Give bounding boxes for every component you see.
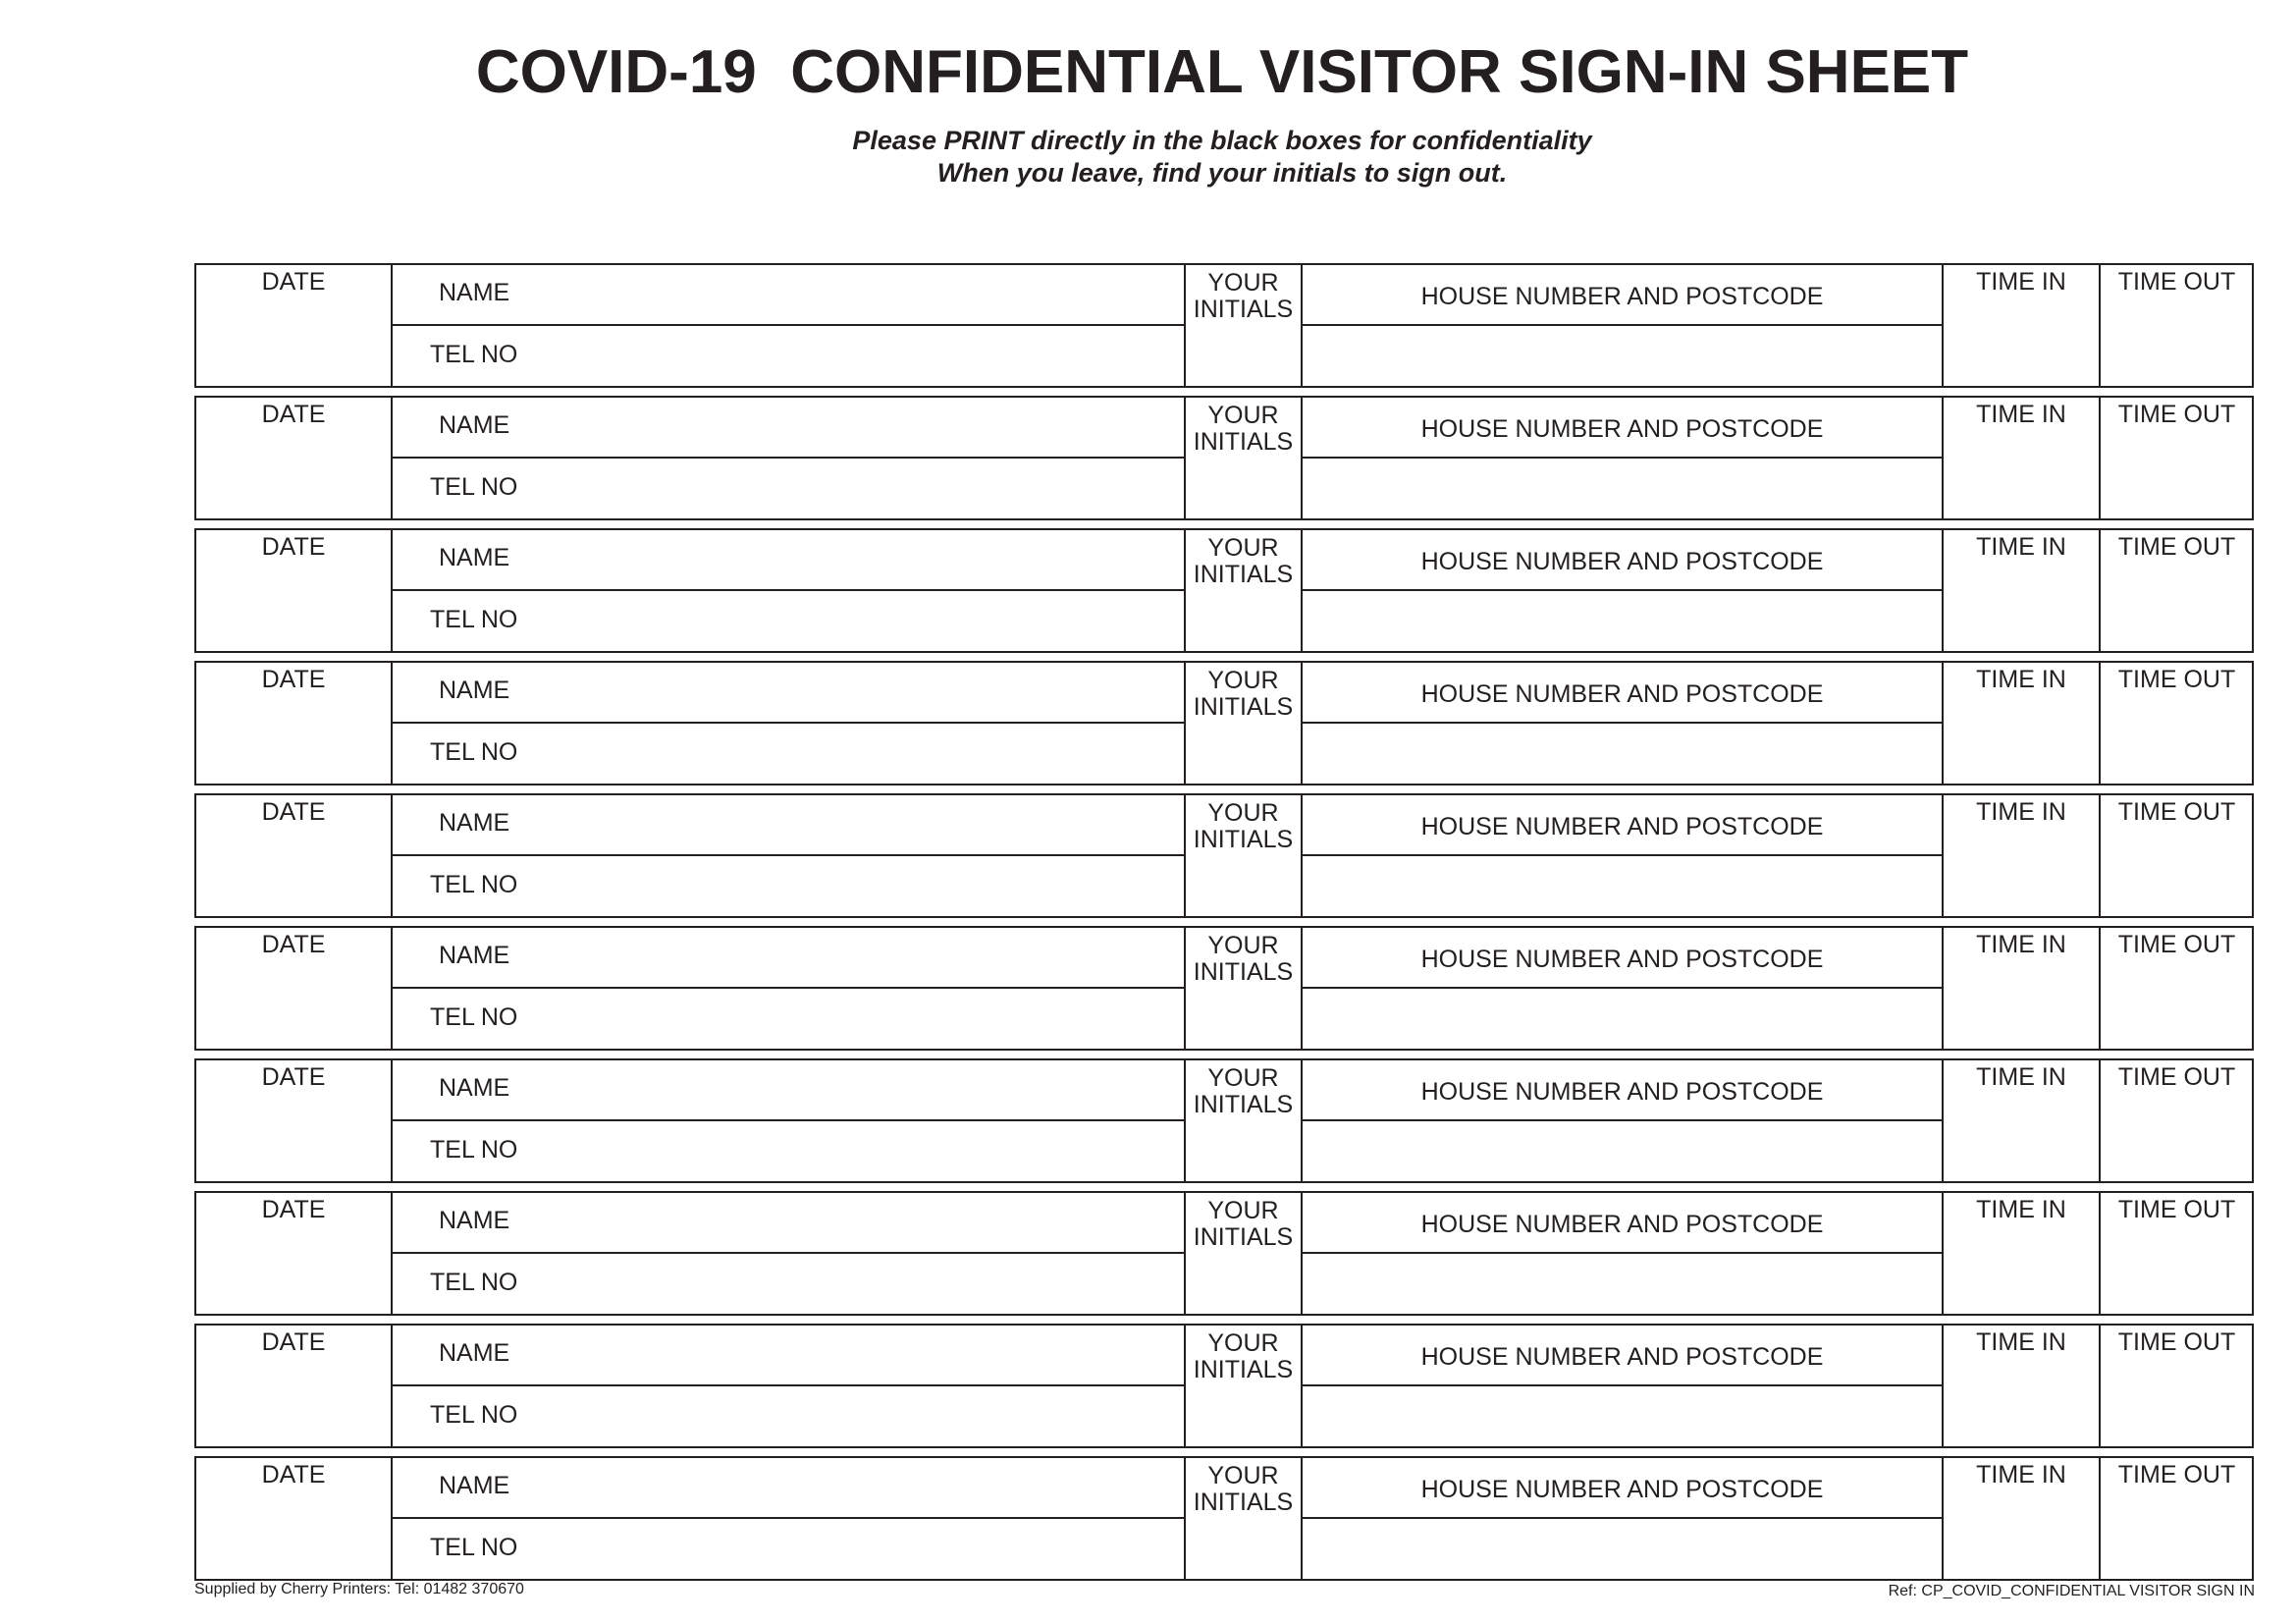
time-out-cell[interactable] (2101, 663, 2253, 784)
address-label-box (1303, 795, 1942, 856)
name-tel-cell (393, 398, 1186, 518)
initials-label (1186, 1198, 1301, 1251)
address-label-box (1303, 1060, 1942, 1121)
initials-label (1186, 933, 1301, 986)
initials-label (1186, 800, 1301, 853)
sign-in-row (194, 926, 2254, 1051)
time-out-label: TIME OUT (2117, 666, 2236, 693)
initials-label-line-1: YOUR (1207, 1462, 1279, 1489)
address-cell (1303, 928, 1944, 1049)
date-label: DATE (261, 268, 326, 296)
supplier-note: Supplied by Cherry Printers: Tel: 01482 370670 (194, 1581, 524, 1597)
date-label: DATE (261, 798, 326, 826)
address-label: HOUSE NUMBER AND POSTCODE (1420, 680, 1824, 708)
time-out-cell[interactable] (2101, 1458, 2253, 1579)
time-in-cell[interactable] (1944, 530, 2101, 651)
initials-label (1186, 535, 1301, 588)
name-field[interactable] (393, 1458, 1184, 1519)
address-label-box (1303, 663, 1942, 724)
sign-in-row (194, 396, 2254, 520)
date-cell[interactable] (196, 1458, 393, 1579)
tel-label: TEL NO (430, 1534, 518, 1561)
name-label: NAME (439, 279, 510, 306)
address-cell (1303, 265, 1944, 386)
address-label-box (1303, 1326, 1942, 1386)
time-in-cell[interactable] (1944, 1326, 2101, 1446)
initials-label-line-2: INITIALS (1193, 296, 1294, 323)
initials-label-line-2: INITIALS (1193, 561, 1294, 588)
name-tel-cell (393, 795, 1186, 916)
address-cell (1303, 1193, 1944, 1314)
time-out-cell[interactable] (2101, 1060, 2253, 1181)
time-out-label: TIME OUT (2117, 268, 2236, 296)
initials-cell[interactable] (1186, 795, 1303, 916)
name-field[interactable] (393, 530, 1184, 591)
time-in-cell[interactable] (1944, 663, 2101, 784)
tel-label: TEL NO (430, 1269, 518, 1296)
address-cell (1303, 795, 1944, 916)
date-label: DATE (261, 666, 326, 693)
time-in-label: TIME IN (1976, 268, 2066, 296)
initials-label-line-2: INITIALS (1193, 1091, 1294, 1118)
initials-label-line-1: YOUR (1207, 1197, 1279, 1224)
time-out-label: TIME OUT (2117, 1063, 2236, 1091)
address-cell (1303, 663, 1944, 784)
name-label: NAME (439, 1074, 510, 1102)
initials-label-line-1: YOUR (1207, 932, 1279, 959)
initials-label (1186, 668, 1301, 721)
time-out-cell[interactable] (2101, 795, 2253, 916)
name-tel-cell (393, 1193, 1186, 1314)
time-in-label: TIME IN (1976, 1063, 2066, 1091)
page-title: COVID-19 CONFIDENTIAL VISITOR SIGN-IN SHEET (475, 38, 1969, 106)
initials-cell[interactable] (1186, 1326, 1303, 1446)
time-in-cell[interactable] (1944, 1193, 2101, 1314)
time-in-label: TIME IN (1976, 533, 2066, 561)
time-in-cell[interactable] (1944, 398, 2101, 518)
name-field[interactable] (393, 1326, 1184, 1386)
time-in-label: TIME IN (1976, 1328, 2066, 1356)
address-cell (1303, 1458, 1944, 1579)
sign-in-row (194, 263, 2254, 388)
initials-label-line-2: INITIALS (1193, 1489, 1294, 1516)
name-label: NAME (439, 544, 510, 571)
name-label: NAME (439, 411, 510, 439)
address-label-box (1303, 1458, 1942, 1519)
address-label: HOUSE NUMBER AND POSTCODE (1420, 1078, 1824, 1106)
address-label: HOUSE NUMBER AND POSTCODE (1420, 946, 1824, 973)
address-label: HOUSE NUMBER AND POSTCODE (1420, 1211, 1824, 1238)
date-cell[interactable] (196, 928, 393, 1049)
tel-label: TEL NO (430, 606, 518, 633)
name-field[interactable] (393, 928, 1184, 989)
initials-label-line-2: INITIALS (1193, 826, 1294, 853)
name-tel-cell (393, 928, 1186, 1049)
date-cell[interactable] (196, 530, 393, 651)
address-label: HOUSE NUMBER AND POSTCODE (1420, 415, 1824, 443)
address-label-box (1303, 928, 1942, 989)
address-cell (1303, 1326, 1944, 1446)
initials-cell[interactable] (1186, 1193, 1303, 1314)
time-in-cell[interactable] (1944, 795, 2101, 916)
initials-cell[interactable] (1186, 1458, 1303, 1579)
time-out-cell[interactable] (2101, 1326, 2253, 1446)
time-in-label: TIME IN (1976, 798, 2066, 826)
date-label: DATE (261, 931, 326, 958)
name-label: NAME (439, 677, 510, 704)
name-field[interactable] (393, 398, 1184, 459)
time-out-cell[interactable] (2101, 530, 2253, 651)
initials-cell[interactable] (1186, 928, 1303, 1049)
time-in-cell[interactable] (1944, 1458, 2101, 1579)
time-out-label: TIME OUT (2117, 1328, 2236, 1356)
date-cell[interactable] (196, 265, 393, 386)
time-out-cell[interactable] (2101, 265, 2253, 386)
time-out-label: TIME OUT (2117, 1461, 2236, 1489)
address-cell (1303, 398, 1944, 518)
address-label-box (1303, 265, 1942, 326)
address-label: HOUSE NUMBER AND POSTCODE (1420, 548, 1824, 575)
initials-label (1186, 1330, 1301, 1383)
time-out-cell[interactable] (2101, 398, 2253, 518)
name-tel-cell (393, 663, 1186, 784)
date-cell[interactable] (196, 795, 393, 916)
date-label: DATE (261, 1461, 326, 1489)
initials-label (1186, 1065, 1301, 1118)
initials-label-line-2: INITIALS (1193, 958, 1294, 986)
name-label: NAME (439, 1339, 510, 1367)
initials-cell[interactable] (1186, 398, 1303, 518)
initials-cell[interactable] (1186, 1060, 1303, 1181)
time-out-label: TIME OUT (2117, 1196, 2236, 1223)
tel-label: TEL NO (430, 473, 518, 501)
time-out-label: TIME OUT (2117, 401, 2236, 428)
time-in-cell[interactable] (1944, 265, 2101, 386)
sign-in-row (194, 1456, 2254, 1581)
time-in-label: TIME IN (1976, 931, 2066, 958)
initials-label-line-1: YOUR (1207, 1329, 1279, 1357)
date-label: DATE (261, 401, 326, 428)
initials-label-line-1: YOUR (1207, 269, 1279, 297)
address-label: HOUSE NUMBER AND POSTCODE (1420, 1476, 1824, 1503)
tel-label: TEL NO (430, 1401, 518, 1429)
address-cell (1303, 1060, 1944, 1181)
time-in-cell[interactable] (1944, 1060, 2101, 1181)
date-label: DATE (261, 533, 326, 561)
sign-in-row (194, 661, 2254, 785)
initials-label-line-1: YOUR (1207, 667, 1279, 694)
name-tel-cell (393, 1326, 1186, 1446)
date-cell[interactable] (196, 1060, 393, 1181)
tel-label: TEL NO (430, 1136, 518, 1164)
time-out-label: TIME OUT (2117, 931, 2236, 958)
sign-in-row (194, 793, 2254, 918)
name-field[interactable] (393, 1060, 1184, 1121)
name-label: NAME (439, 1472, 510, 1499)
initials-cell[interactable] (1186, 530, 1303, 651)
address-label: HOUSE NUMBER AND POSTCODE (1420, 283, 1824, 310)
name-label: NAME (439, 809, 510, 837)
instruction-line-1: Please PRINT directly in the black boxes for confidentiality (852, 126, 1592, 155)
tel-label: TEL NO (430, 738, 518, 766)
time-out-label: TIME OUT (2117, 533, 2236, 561)
date-cell[interactable] (196, 398, 393, 518)
time-out-label: TIME OUT (2117, 798, 2236, 826)
initials-label-line-1: YOUR (1207, 402, 1279, 429)
time-in-label: TIME IN (1976, 1196, 2066, 1223)
time-in-label: TIME IN (1976, 666, 2066, 693)
name-label: NAME (439, 942, 510, 969)
date-cell[interactable] (196, 663, 393, 784)
initials-label-line-2: INITIALS (1193, 428, 1294, 456)
tel-label: TEL NO (430, 871, 518, 898)
name-field[interactable] (393, 265, 1184, 326)
sign-in-row (194, 528, 2254, 653)
initials-cell[interactable] (1186, 265, 1303, 386)
reference-note: Ref: CP_COVID_CONFIDENTIAL VISITOR SIGN IN (1888, 1583, 2255, 1599)
sign-in-rows (194, 263, 2254, 1589)
tel-label: TEL NO (430, 1003, 518, 1031)
name-field[interactable] (393, 795, 1184, 856)
time-out-cell[interactable] (2101, 1193, 2253, 1314)
date-cell[interactable] (196, 1326, 393, 1446)
time-in-label: TIME IN (1976, 401, 2066, 428)
initials-label-line-1: YOUR (1207, 799, 1279, 827)
time-out-cell[interactable] (2101, 928, 2253, 1049)
address-label: HOUSE NUMBER AND POSTCODE (1420, 1343, 1824, 1371)
name-tel-cell (393, 1458, 1186, 1579)
address-cell (1303, 530, 1944, 651)
address-label-box (1303, 1193, 1942, 1254)
initials-label-line-1: YOUR (1207, 534, 1279, 562)
sign-in-row (194, 1324, 2254, 1448)
name-tel-cell (393, 530, 1186, 651)
time-in-label: TIME IN (1976, 1461, 2066, 1489)
name-tel-cell (393, 1060, 1186, 1181)
name-label: NAME (439, 1207, 510, 1234)
name-tel-cell (393, 265, 1186, 386)
date-cell[interactable] (196, 1193, 393, 1314)
address-label-box (1303, 398, 1942, 459)
name-field[interactable] (393, 1193, 1184, 1254)
address-label-box (1303, 530, 1942, 591)
date-label: DATE (261, 1328, 326, 1356)
sign-in-row (194, 1058, 2254, 1183)
date-label: DATE (261, 1196, 326, 1223)
initials-label (1186, 270, 1301, 323)
initials-label-line-2: INITIALS (1193, 1223, 1294, 1251)
address-label: HOUSE NUMBER AND POSTCODE (1420, 813, 1824, 840)
instruction-line-2: When you leave, find your initials to sign out. (936, 158, 1508, 188)
initials-label-line-2: INITIALS (1193, 1356, 1294, 1383)
tel-label: TEL NO (430, 341, 518, 368)
initials-cell[interactable] (1186, 663, 1303, 784)
name-field[interactable] (393, 663, 1184, 724)
initials-label-line-1: YOUR (1207, 1064, 1279, 1092)
date-label: DATE (261, 1063, 326, 1091)
initials-label-line-2: INITIALS (1193, 693, 1294, 721)
initials-label (1186, 1463, 1301, 1516)
sign-in-row (194, 1191, 2254, 1316)
time-in-cell[interactable] (1944, 928, 2101, 1049)
initials-label (1186, 403, 1301, 456)
